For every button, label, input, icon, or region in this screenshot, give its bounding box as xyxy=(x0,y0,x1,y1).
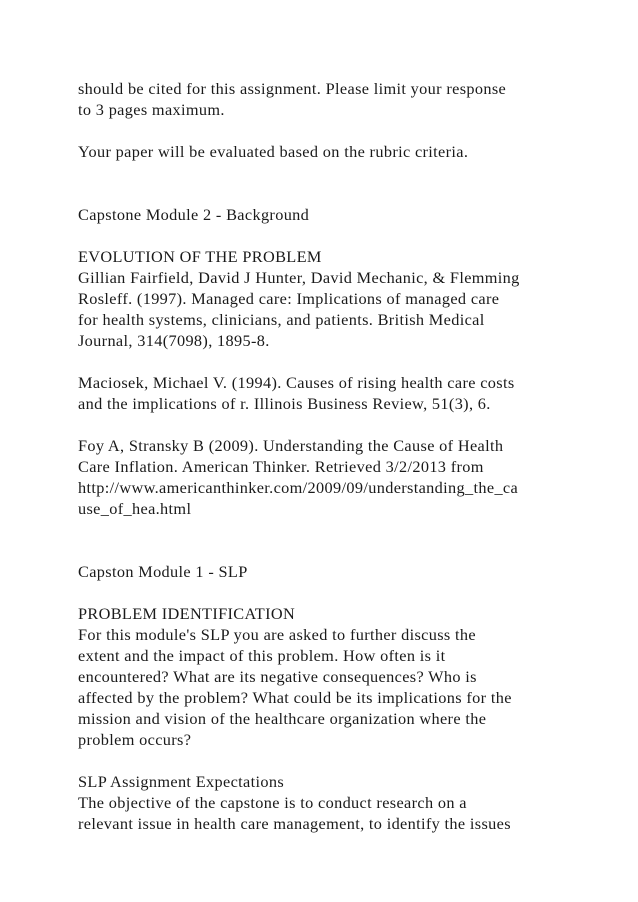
blank-line xyxy=(78,351,638,372)
body-line: mission and vision of the healthcare organization where the xyxy=(78,709,487,728)
reference-line: Journal, 314(7098), 1895-8. xyxy=(78,331,270,350)
body-line: extent and the impact of this problem. How often is it xyxy=(78,646,446,665)
reference-url-line: http://www.americanthinker.com/2009/09/understanding_the_ca xyxy=(78,478,519,497)
subsection-heading: EVOLUTION OF THE PROBLEM xyxy=(78,247,322,266)
reference-url-line: use_of_hea.html xyxy=(78,499,192,518)
blank-line xyxy=(78,120,638,141)
blank-line xyxy=(78,750,638,771)
reference-line: Maciosek, Michael V. (1994). Causes of rising health care costs xyxy=(78,373,515,392)
blank-line xyxy=(78,519,638,540)
subsection-heading: SLP Assignment Expectations xyxy=(78,772,285,791)
body-line: The objective of the capstone is to conduct research on a xyxy=(78,793,467,812)
blank-line xyxy=(78,540,638,561)
body-line: affected by the problem? What could be its implications for the xyxy=(78,688,512,707)
body-line: problem occurs? xyxy=(78,730,192,749)
text-line: should be cited for this assignment. Please limit your response xyxy=(78,79,507,98)
subsection-heading: PROBLEM IDENTIFICATION xyxy=(78,604,296,623)
blank-line xyxy=(78,183,638,204)
section-heading: Capstone Module 2 - Background xyxy=(78,205,310,224)
reference-line: Care Inflation. American Thinker. Retrieved 3/2/2013 from xyxy=(78,457,484,476)
reference-line: Rosleff. (1997). Managed care: Implications of managed care xyxy=(78,289,500,308)
text-line: Your paper will be evaluated based on the rubric criteria. xyxy=(78,142,469,161)
body-line: relevant issue in health care management, to identify the issues xyxy=(78,814,511,833)
reference-line: for health systems, clinicians, and patients. British Medical xyxy=(78,310,485,329)
blank-line xyxy=(78,162,638,183)
body-line: encountered? What are its negative consequences? Who is xyxy=(78,667,477,686)
reference-line: Gillian Fairfield, David J Hunter, David Mechanic, & Flemming xyxy=(78,268,520,287)
body-line: For this module's SLP you are asked to further discuss the xyxy=(78,625,476,644)
reference-line: and the implications of r. Illinois Business Review, 51(3), 6. xyxy=(78,394,491,413)
blank-line xyxy=(78,225,638,246)
section-heading: Capston Module 1 - SLP xyxy=(78,562,248,581)
reference-line: Foy A, Stransky B (2009). Understanding the Cause of Health xyxy=(78,436,504,455)
text-line: to 3 pages maximum. xyxy=(78,100,225,119)
blank-line xyxy=(78,582,638,603)
blank-line xyxy=(78,414,638,435)
